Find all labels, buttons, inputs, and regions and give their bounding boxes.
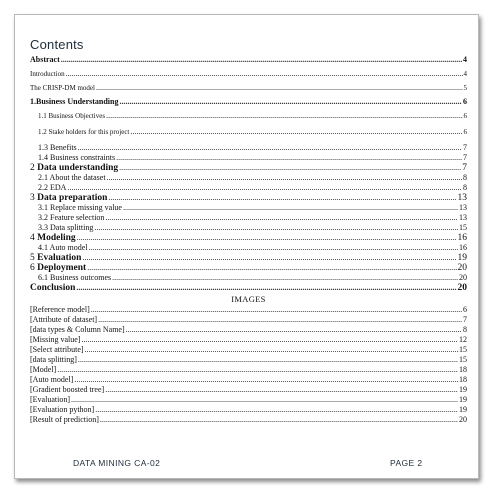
document-page [14, 14, 479, 479]
image-entry-result-prediction[interactable]: [Result of prediction] ..... 20 [30, 415, 467, 425]
toc-entry-abstract[interactable]: Abstract ..... 4 [30, 55, 467, 65]
image-entry-missing-value[interactable]: [Missing value] ..... 12 [30, 335, 467, 345]
image-entry-auto-model[interactable]: [Auto model] ..... 18 [30, 375, 467, 385]
toc-entry-crisp-dm[interactable]: The CRISP-DM model ..... 5 [30, 83, 467, 93]
toc-entry-about-dataset[interactable]: 2.1 About the dataset ..... 8 [30, 173, 467, 183]
toc-entry-stake-holders[interactable]: 1.2 Stake holders for this project ..... 6 [30, 127, 467, 137]
toc-entry-feature-selection[interactable]: 3.2 Feature selection ..... 13 [30, 213, 467, 223]
toc-entry-auto-model[interactable]: 4.1 Auto model ..... 16 [30, 243, 467, 253]
toc-entry-modeling[interactable]: 4 Modeling ..... 16 [30, 233, 467, 243]
toc-entry-benefits[interactable]: 1.3 Benefits ..... 7 [30, 143, 467, 153]
image-entry-model[interactable]: [Model] ..... 18 [30, 365, 467, 375]
image-entry-evaluation-python[interactable]: [Evaluation python] ..... 19 [30, 405, 467, 415]
toc-entry-data-preparation[interactable]: 3 Data preparation ..... 13 [30, 193, 467, 203]
toc-entry-conclusion[interactable]: Conclusion ..... 20 [30, 283, 467, 293]
image-entry-data-types[interactable]: [data types & Column Name] ..... 8 [30, 325, 467, 335]
toc-entry-introduction[interactable]: Introduction ..... 4 [30, 69, 467, 79]
image-entry-reference-model[interactable]: [Reference model] ..... 6 [30, 305, 467, 315]
image-entry-evaluation[interactable]: [Evaluation] ..... 19 [30, 395, 467, 405]
contents-heading: Contents [30, 37, 84, 52]
toc-entry-evaluation[interactable]: 5 Evaluation ..... 19 [30, 253, 467, 263]
footer-page-number: PAGE 2 [390, 458, 423, 468]
image-entry-gradient-boosted-tree[interactable]: [Gradient boosted tree] ..... 19 [30, 385, 467, 395]
images-heading: IMAGES [231, 294, 266, 304]
footer-course: DATA MINING CA-02 [73, 458, 161, 468]
toc-entry-business-understanding[interactable]: 1.Business Understanding ..... 6 [30, 97, 467, 107]
toc-entry-eda[interactable]: 2.2 EDA ..... 8 [30, 183, 467, 193]
toc-entry-replace-missing[interactable]: 3.1 Replace missing value ..... 13 [30, 203, 467, 213]
toc-entry-business-objectives[interactable]: 1.1 Business Objectives ..... 6 [30, 111, 467, 121]
toc-entry-data-splitting[interactable]: 3.3 Data splitting ..... 15 [30, 223, 467, 233]
image-entry-select-attribute[interactable]: [Select attribute] ..... 15 [30, 345, 467, 355]
toc-entry-deployment[interactable]: 6 Deployment ..... 20 [30, 263, 467, 273]
image-entry-data-splitting[interactable]: [data splitting] ..... 15 [30, 355, 467, 365]
toc-entry-business-outcomes[interactable]: 6.1 Business outcomes ..... 20 [30, 273, 467, 283]
table-of-contents [30, 55, 467, 425]
toc-entry-business-constraints[interactable]: 1.4 Business constraints ..... 7 [30, 153, 467, 163]
image-entry-attribute-dataset[interactable]: [Attribute of dataset] ..... 7 [30, 315, 467, 325]
toc-entry-data-understanding[interactable]: 2 Data understanding ..... 7 [30, 163, 467, 173]
